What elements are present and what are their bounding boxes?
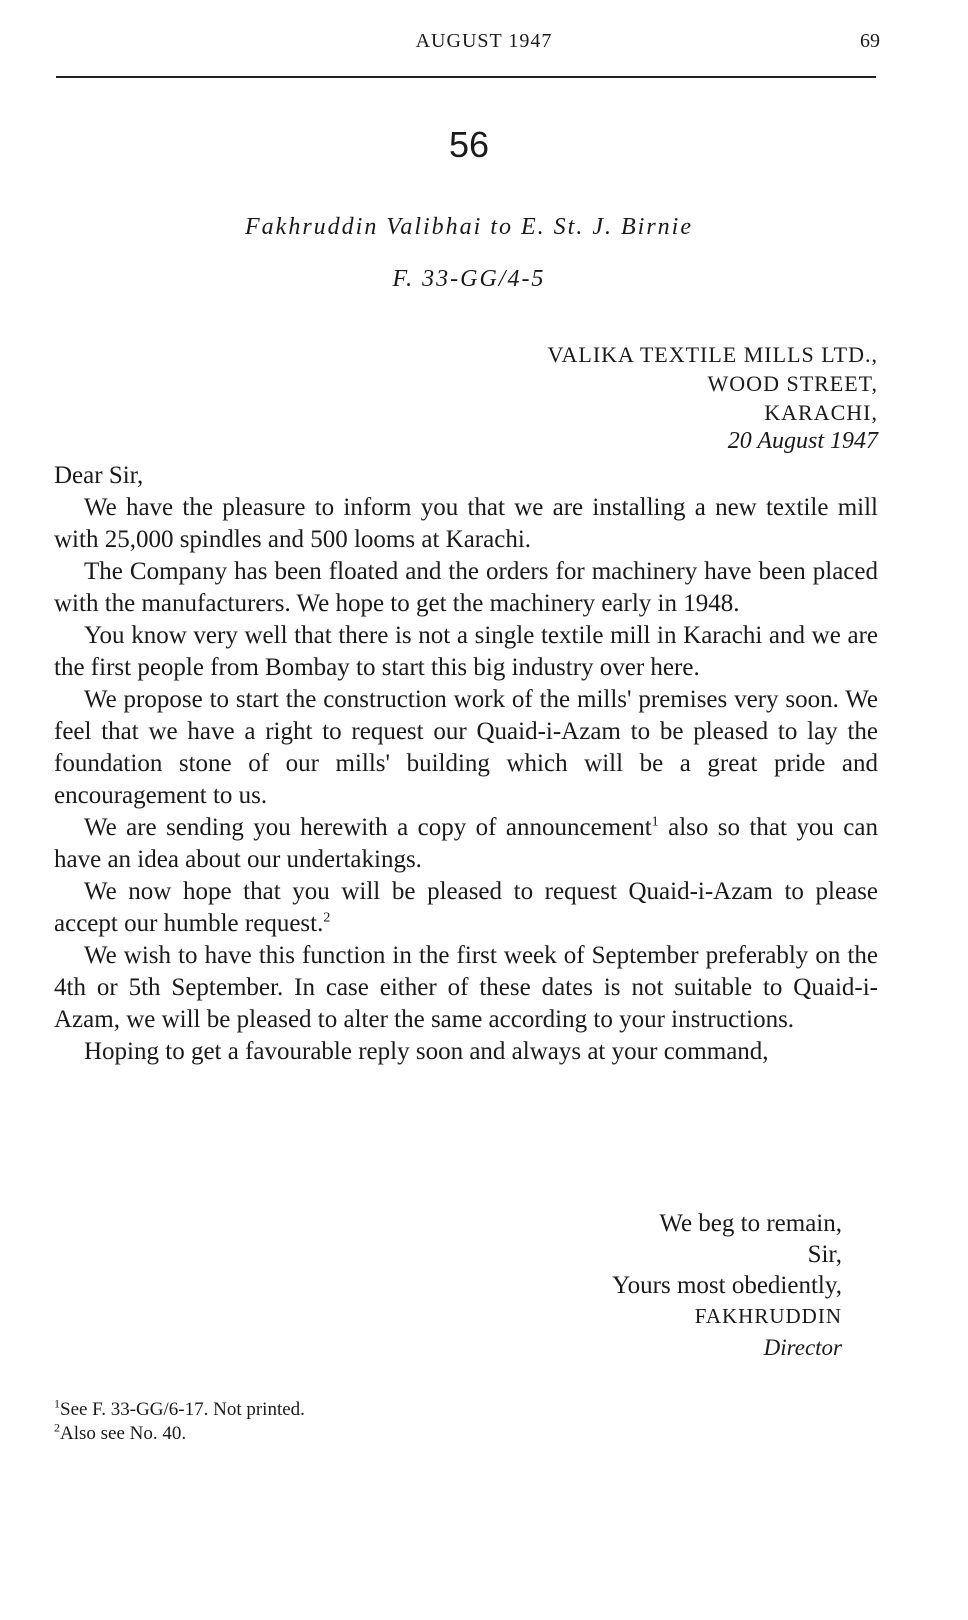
- salutation: Dear Sir,: [54, 462, 144, 489]
- running-head: AUGUST 1947: [415, 30, 553, 52]
- letter-closing: [612, 1208, 842, 1363]
- footnote-ref-1: 1: [651, 814, 659, 830]
- footnote-2-text: Also see No. 40.: [60, 1423, 187, 1444]
- signatory-name: FAKHRUDDIN: [694, 1304, 842, 1328]
- page-number: 69: [860, 30, 880, 52]
- paragraph-6-text: We now hope that you will be pleased to request Quaid-i-Azam to please accept our humble request.: [54, 878, 878, 937]
- paragraph-5: [54, 812, 878, 876]
- closing-line-2: Sir,: [807, 1241, 842, 1268]
- paragraph-4: We propose to start the construction work of the mills' premises very soon. We feel that we have a right to request our Quaid-i-Azam to be pleased to lay the foundation stone of our mills' building which will be a great pride and encouragement to us.: [54, 686, 878, 809]
- closing-line-1: We beg to remain,: [659, 1210, 842, 1237]
- signatory-role: Director: [763, 1335, 842, 1360]
- closing-line-3: Yours most obediently,: [612, 1272, 842, 1299]
- footnote-2-mark: 2: [54, 1420, 60, 1435]
- paragraph-3: You know very well that there is not a single textile mill in Karachi and we are the first people from Bombay to start this big industry over here.: [54, 622, 878, 681]
- footnote-ref-2: 2: [323, 910, 331, 926]
- footnote-1: [54, 1398, 305, 1422]
- paragraph-8: Hoping to get a favourable reply soon and always at your command,: [84, 1038, 769, 1065]
- footnotes: [54, 1398, 305, 1446]
- footnote-1-text: See F. 33-GG/6-17. Not printed.: [60, 1399, 305, 1420]
- paragraph-1: We have the pleasure to inform you that we are installing a new textile mill with 25,000 spindles and 500 looms at Karachi.: [54, 494, 878, 553]
- footnote-2: [54, 1422, 305, 1446]
- paragraph-7: We wish to have this function in the first week of September preferably on the 4th or 5th September. In case either of these dates is not suitable to Quaid-i-Azam, we will be pleased to alter the same according to your instructions.: [54, 942, 878, 1033]
- document-number: 56: [448, 124, 490, 165]
- address-line-company: VALIKA TEXTILE MILLS LTD.,: [547, 342, 878, 367]
- letter-body: [54, 460, 878, 1068]
- address-line-street: WOOD STREET,: [707, 371, 878, 396]
- paragraph-6: [54, 876, 878, 940]
- document-title: Fakhruddin Valibhai to E. St. J. Birnie: [245, 214, 693, 240]
- paragraph-2: The Company has been floated and the orders for machinery have been placed with the manufacturers. We hope to get the machinery early in 1948.: [54, 558, 878, 617]
- paragraph-5-text-a: We are sending you herewith a copy of announcement: [84, 814, 652, 841]
- letter-date: 20 August 1947: [727, 428, 878, 454]
- sender-address: [547, 340, 878, 456]
- header-rule: [56, 76, 876, 78]
- address-line-city: KARACHI,: [764, 400, 878, 425]
- paragraph-5-text-b: also so that you can have an idea about our undertakings.: [54, 814, 878, 873]
- footnote-1-mark: 1: [54, 1396, 60, 1411]
- document-reference: F. 33-GG/4-5: [392, 266, 546, 292]
